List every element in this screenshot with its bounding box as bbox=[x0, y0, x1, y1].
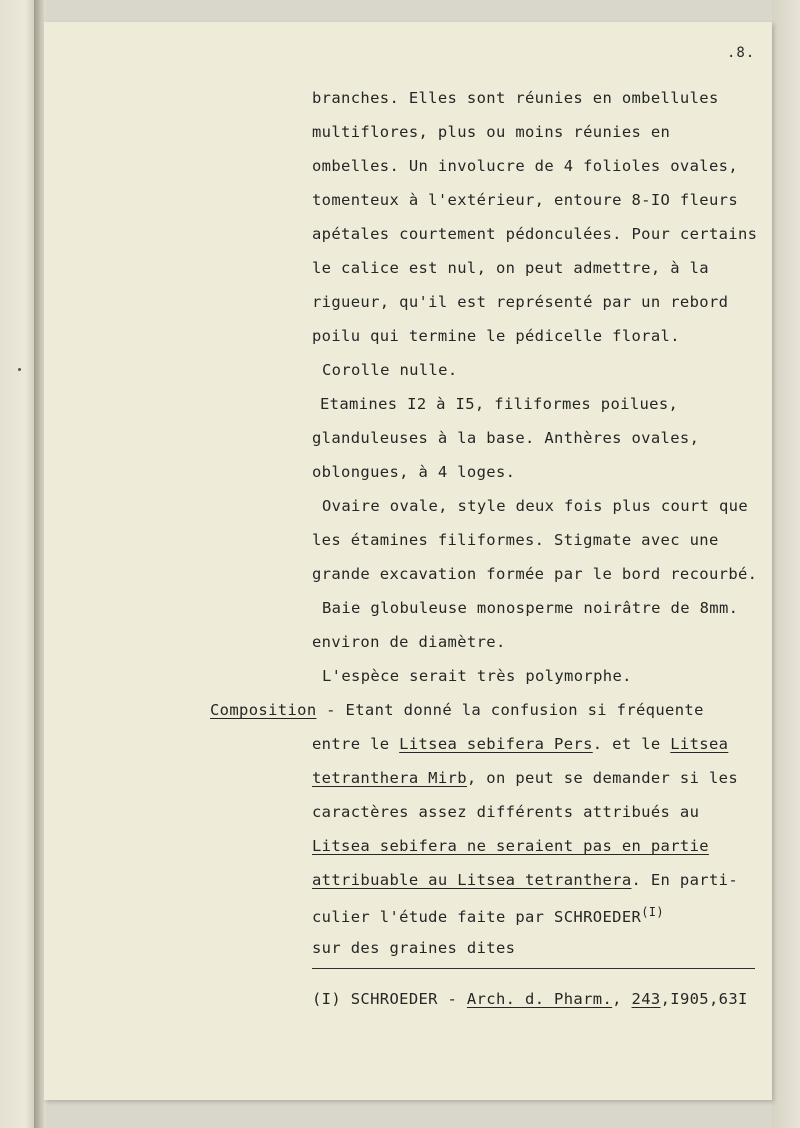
footnote-separator bbox=[312, 968, 755, 969]
composition-text: - Etant donné la confusion si fréquente bbox=[316, 701, 704, 719]
composition-line bbox=[312, 905, 664, 926]
composition-line-underlined: Litsea sebifera ne seraient pas en partie bbox=[312, 837, 709, 855]
body-line: le calice est nul, on peut admettre, à la bbox=[312, 259, 709, 277]
composition-text: , on peut se demander si les bbox=[466, 769, 739, 787]
species-name: Litsea sebifera Pers bbox=[399, 735, 593, 753]
composition-line bbox=[312, 769, 738, 787]
composition-line: sur des graines dites bbox=[312, 939, 516, 957]
body-line: environ de diamètre. bbox=[312, 633, 506, 651]
volume-number: 243 bbox=[631, 990, 661, 1008]
facing-page-edge bbox=[0, 0, 36, 1128]
species-name: tetranthera Mirb bbox=[312, 769, 467, 787]
body-line: branches. Elles sont réunies en ombellules bbox=[312, 89, 719, 107]
body-line: tomenteux à l'extérieur, entoure 8-IO fleurs bbox=[312, 191, 738, 209]
body-line: L'espèce serait très polymorphe. bbox=[322, 667, 632, 685]
page-number: .8. bbox=[727, 45, 756, 61]
footnote-text: , bbox=[612, 990, 632, 1008]
footnote-text: (I) SCHROEDER - bbox=[312, 990, 467, 1008]
composition-text: . et le bbox=[592, 735, 671, 753]
composition-line bbox=[210, 701, 704, 719]
footnote-ref: (I) bbox=[641, 905, 664, 919]
composition-text: culier l'étude faite par SCHROEDER bbox=[312, 908, 642, 927]
body-line: glanduleuses à la base. Anthères ovales, bbox=[312, 429, 700, 447]
composition-line bbox=[312, 735, 728, 753]
paper-mark bbox=[18, 368, 21, 371]
journal-name: Arch. d. Pharm. bbox=[466, 990, 613, 1008]
body-line: rigueur, qu'il est représenté par un rebord bbox=[312, 293, 729, 311]
body-line: grande excavation formée par le bord recourbé. bbox=[312, 565, 758, 583]
body-line: oblongues, à 4 loges. bbox=[312, 463, 516, 481]
body-line: Corolle nulle. bbox=[322, 361, 458, 379]
footnote bbox=[312, 990, 748, 1008]
species-name: Litsea bbox=[670, 735, 729, 753]
footnote-text: ,I905,63I bbox=[660, 990, 748, 1008]
composition-text: . En parti- bbox=[631, 871, 738, 889]
body-line: Baie globuleuse monosperme noirâtre de 8mm. bbox=[322, 599, 739, 617]
body-line: multiflores, plus ou moins réunies en bbox=[312, 123, 671, 141]
body-line: ombelles. Un involucre de 4 folioles ovales, bbox=[312, 157, 738, 175]
composition-heading: Composition bbox=[210, 701, 317, 719]
body-line: Ovaire ovale, style deux fois plus court que bbox=[322, 497, 748, 515]
body-line: apétales courtement pédonculées. Pour certains bbox=[312, 225, 758, 243]
composition-text: entre le bbox=[312, 735, 400, 753]
composition-line bbox=[312, 871, 738, 889]
background-edge bbox=[772, 0, 800, 1128]
body-line: poilu qui termine le pédicelle floral. bbox=[312, 327, 680, 345]
species-name: attribuable au Litsea tetranthera bbox=[312, 871, 632, 889]
body-line: les étamines filiformes. Stigmate avec une bbox=[312, 531, 719, 549]
composition-line: caractères assez différents attribués au bbox=[312, 803, 700, 821]
body-line: Etamines I2 à I5, filiformes poilues, bbox=[320, 395, 679, 413]
